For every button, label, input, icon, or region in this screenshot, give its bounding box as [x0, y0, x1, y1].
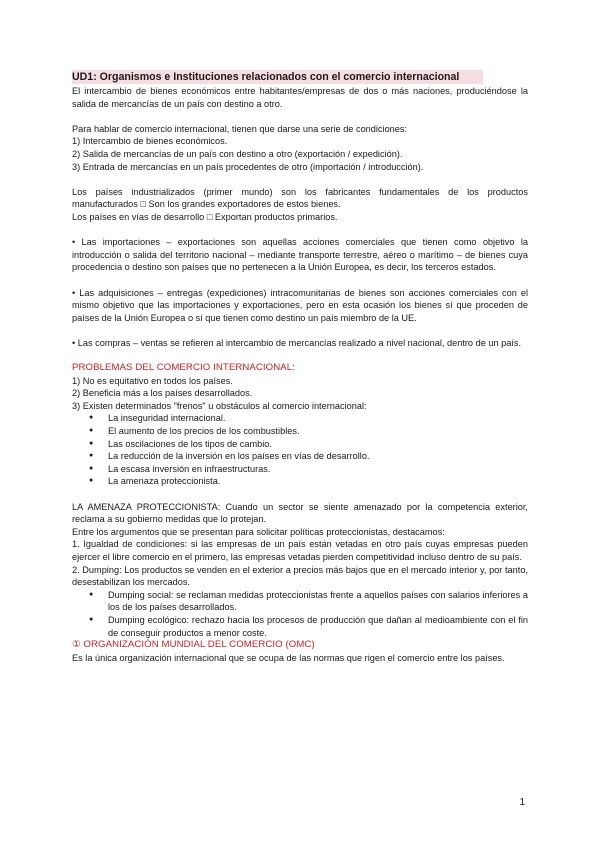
definition-paragraph: • Las compras – ventas se refieren al intercambio de mercancías realizado a nivel nacional, dentro de un país.: [72, 337, 522, 348]
problem-item: 2) Beneficia más a los países desarrollados.: [72, 388, 253, 399]
developing-countries: Los países en vías de desarrollo □ Exportan productos primarios.: [72, 211, 338, 222]
intro-paragraph: El intercambio de bienes económicos entre habitantes/empresas de dos o más naciones, produciéndose la salida de mercancías de un país con destino a otro.: [72, 86, 528, 109]
page-title: UD1: Organismos e Instituciones relacionados con el comercio internacional: [72, 70, 483, 84]
problems-heading: PROBLEMAS DEL COMERCIO INTERNACIONAL:: [72, 362, 295, 374]
condition-item: 3) Entrada de mercancías en un país procedentes de otro (importación / introducción).: [72, 161, 424, 172]
list-item: ● La escasa inversión en infraestructuras.: [72, 463, 528, 476]
protectionism-lead: Entre los argumentos que se presentan para solicitar políticas proteccionistas, destacamos:: [72, 526, 445, 537]
condition-item: 2) Salida de mercancías de un país con destino a otro (exportación / expedición).: [72, 148, 403, 159]
obstacles-list: [72, 412, 528, 488]
list-item: ● Las oscilaciones de los tipos de cambio.: [72, 438, 528, 451]
list-item: ● Dumping ecológico: rechazo hacia los procesos de producción que dañan al medioambiente con el fin de conseguir productos a menor coste.: [72, 614, 528, 639]
omc-heading: ① ORGANIZACIÓN MUNDIAL DEL COMERCIO (OMC): [72, 639, 315, 651]
argument-dumping: 2. Dumping: Los productos se venden en el exterior a precios más bajos que en el mercado interior y, por tanto, desestabilizan los mercados.: [72, 564, 528, 588]
list-item: ● La reducción de la inversión en los países en vías de desarrollo.: [72, 450, 528, 463]
list-item: ● El aumento de los precios de los combustibles.: [72, 425, 528, 438]
dumping-list: [72, 589, 528, 639]
argument-equality: 1. Igualdad de condiciones: si las empresas de un país están vetadas en otro país cuyas empresas pueden ejercer el libre comercio en el primero, las empresas vetadas pierden competitividad incluso dentro de su país.: [72, 539, 528, 562]
definition-paragraph: • Las adquisiciones – entregas (expediciones) intracomunitarias de bienes son acciones comerciales con el mismo objetivo que las importaciones y exportaciones, pero en esta ocasión los bienes sí que proceden de países de la Unión Europea o sí que tienen como destino un país miembro de la UE.: [72, 287, 528, 323]
protectionism-intro: LA AMENAZA PROTECCIONISTA: Cuando un sector se siente amenazado por la competencia exterior, reclama a su gobierno medidas que lo protejan.: [72, 501, 528, 525]
document-page: [72, 70, 528, 664]
problem-item: 3) Existen determinados "frenos" u obstáculos al comercio internacional:: [72, 400, 367, 411]
page-number: 1: [519, 797, 525, 808]
list-item: ● Dumping social: se reclaman medidas proteccionistas frente a aquellos países con salarios inferiores a los de los países desarrollados.: [72, 589, 528, 614]
list-item: ● La amenaza proteccionista.: [72, 475, 528, 488]
definition-paragraph: • Las importaciones – exportaciones son aquellas acciones comerciales que tienen como objetivo la introducción o salida del territorio nacional – mediante transporte terrestre, aéreo o marítimo – de bienes cuya procedencia o destino son países que no pertenecen a la Unión Europea, es decir, los terceros estados.: [72, 237, 528, 273]
condition-item: 1) Intercambio de bienes económicos.: [72, 136, 228, 147]
omc-paragraph: Es la única organización internacional que se ocupa de las normas que rigen el comercio entre los países.: [72, 652, 505, 663]
industrial-countries: Los países industrializados (primer mundo) son los fabricantes fundamentales de los productos manufacturados □ Son los grandes exportadores de estos bienes.: [72, 186, 528, 210]
list-item: ● La inseguridad internacional.: [72, 412, 528, 425]
conditions-lead: Para hablar de comercio internacional, tienen que darse una serie de condiciones:: [72, 123, 408, 134]
problem-item: 1) No es equitativo en todos los países.: [72, 375, 233, 386]
